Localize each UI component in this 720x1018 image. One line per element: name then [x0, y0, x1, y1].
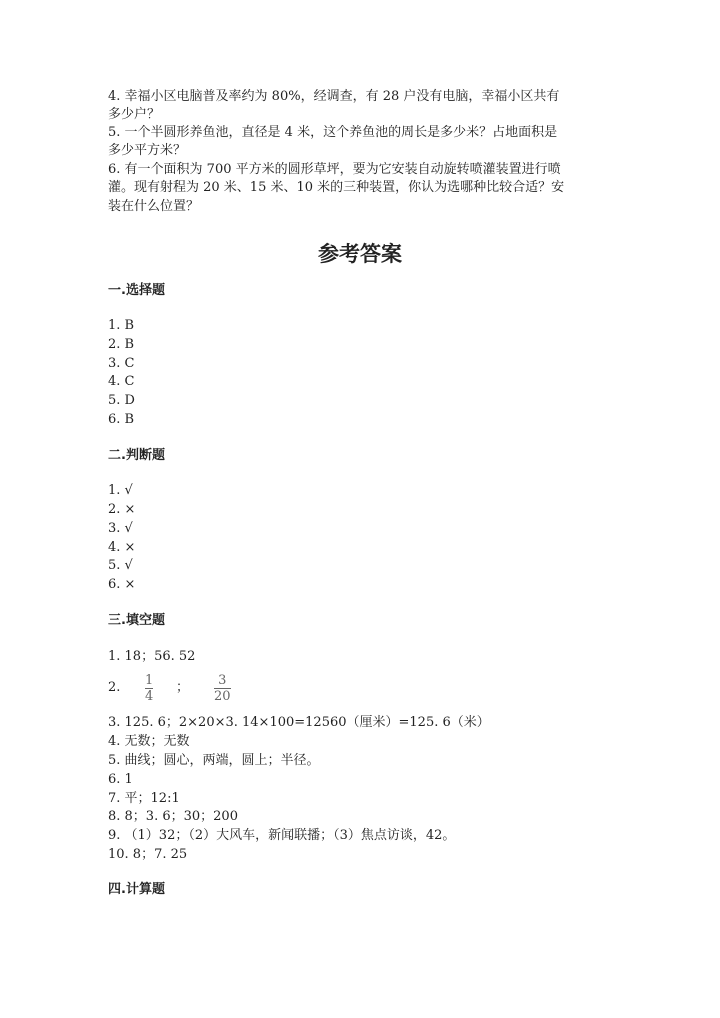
answer-item: 1. √ — [108, 483, 133, 498]
answer-item: 5. D — [108, 393, 135, 408]
answer-item: 1. 18；56. 52 — [108, 649, 196, 664]
answer-item: 5. 曲线；圆心，两端，圆上；半径。 — [108, 753, 320, 768]
separator: ； — [176, 680, 190, 695]
question-line: 6. 有一个面积为 700 平方米的圆形草坪，要为它安装自动旋转喷灌装置进行喷 — [108, 162, 561, 177]
answer-item: 1. B — [108, 318, 135, 333]
fraction: 1 4 — [145, 673, 154, 704]
answer-item: 2. × — [108, 502, 136, 517]
answer-item: 3. √ — [108, 521, 133, 536]
answer-item: 4. 无数；无数 — [108, 734, 190, 749]
answer-item: 6. B — [108, 412, 135, 427]
section-heading: 二.判断题 — [108, 448, 165, 463]
fraction: 3 20 — [214, 673, 231, 704]
answer-item: 7. 平；12:1 — [108, 791, 180, 806]
section-heading: 三.填空题 — [108, 613, 165, 628]
section-heading: 四.计算题 — [108, 882, 165, 897]
answer-item: 3. C — [108, 356, 135, 371]
question-line: 5. 一个半圆形养鱼池，直径是 4 米，这个养鱼池的周长是多少米？占地面积是 — [108, 125, 558, 140]
answer-item: 4. C — [108, 374, 135, 389]
answer-item: 5. √ — [108, 558, 133, 573]
answer-item: 8. 8；3. 6；30；200 — [108, 809, 238, 824]
question-line: 装在什么位置？ — [108, 199, 200, 214]
answer-item: 2. B — [108, 337, 135, 352]
answer-item: 10. 8；7. 25 — [108, 847, 188, 862]
question-line: 4. 幸福小区电脑普及率约为 80%，经调查，有 28 户没有电脑，幸福小区共有 — [108, 89, 560, 104]
question-line: 灌。现有射程为 20 米、15 米、10 米的三种装置，你认为选哪种比较合适？安 — [108, 180, 565, 195]
answer-item: 2. — [108, 680, 121, 695]
answer-item: 6. 1 — [108, 772, 133, 787]
answer-title: 参考答案 — [318, 242, 402, 266]
answer-item: 4. × — [108, 540, 136, 555]
section-heading: 一.选择题 — [108, 283, 165, 298]
question-line: 多少户？ — [108, 107, 161, 122]
answer-item: 3. 125. 6；2×20×3. 14×100=12560（厘米）=125. 6（米） — [108, 715, 490, 730]
answer-item: 6. × — [108, 577, 136, 592]
question-line: 多少平方米？ — [108, 143, 187, 158]
answer-item: 9. （1）32；（2）大风车，新闻联播；（3）焦点访谈，42。 — [108, 828, 456, 843]
